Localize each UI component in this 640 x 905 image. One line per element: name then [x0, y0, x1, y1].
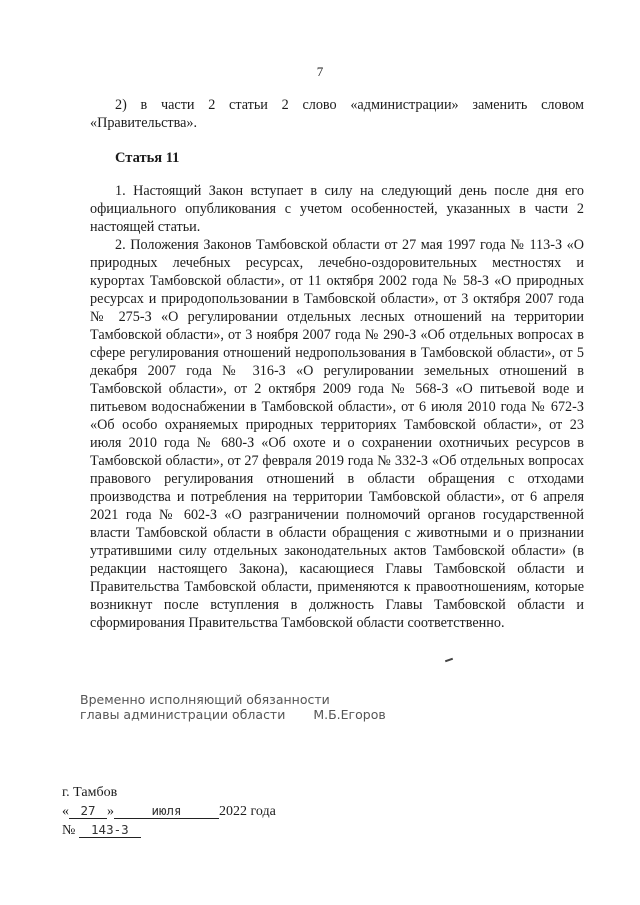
article-paragraph-1: 1. Настоящий Закон вступает в силу на следующий день после дня его официального опубликования с учетом особенностей, указанных в части 2 настоящей статьи. — [90, 183, 584, 235]
date-quote-close: » — [107, 804, 114, 819]
article-paragraph-2: 2. Положения Законов Тамбовской области от 27 мая 1997 года № 113-З «О природных лечебных ресурсах, лечебно-оздоровительных местностях и курортах Тамбовской области», от 11 октября 2002 года № 58-З «О природных ресурсах и природопользовании в Тамбовской области», от 3 октября 2007 года № 275-З «О регулировании отдельных лесных отношений на территории Тамбовской области», от 3 ноября 2007 года № 290-З «Об отдельных вопросах в сфере регулирования отношений недропользования в Тамбовской области», от 5 декабря 2007 года № 316-З «О регулировании земельных отношений в Тамбовской области», от 2 октября 2009 года № 568-З «О питьевой воде и питьевом водоснабжении в Тамбовской области», от 6 июля 2010 года № 672-З «Об особо охраняемых природных территориях Тамбовской области», от 23 июля 2010 года № 680-З «Об охоте и о сохранении охотничьих ресурсов в Тамбовской области», от 27 февраля 2019 года № 332-З «Об отдельных вопросах правового регулирования отношений в области обращения с отходами производства и потребления на территории Тамбовской области», от 6 апреля 2021 года № 602-З «О разграничении полномочий органов государственной власти Тамбовской области в области обращения с животными и о признании утратившими силу отдельных законодательных актов Тамбовской области» (в редакции настоящего Закона), касающиеся Главы Тамбовской области и Правительства Тамбовской области, применяются к правоотношениям, которые возникнут после вступления в должность Главы Тамбовской области и сформирования Правительства Тамбовской области соответственно. — [90, 237, 584, 631]
signature-block — [80, 692, 386, 722]
signature-title-line-2 — [80, 707, 386, 722]
page-number: 7 — [316, 64, 324, 79]
amendment-line-2: «Правительства». — [90, 115, 198, 131]
amendment-line-1: 2) в части 2 статьи 2 слово «администрации» заменить словом — [115, 97, 584, 113]
law-number-line — [62, 821, 276, 840]
signature-title-line-1: Временно исполняющий обязанности — [80, 692, 330, 707]
article-heading: Статья 11 — [115, 150, 180, 166]
date-year: 2022 года — [219, 804, 276, 819]
city: г. Тамбов — [62, 785, 118, 800]
law-number-prefix: № — [62, 823, 76, 838]
article-body — [90, 182, 584, 632]
signature-title-text: главы администрации области — [80, 707, 286, 722]
date-quote-open: « — [62, 804, 69, 819]
amendment-item — [90, 96, 584, 132]
document-footer — [62, 783, 276, 840]
scratch-mark — [445, 658, 453, 663]
date-day: 27 — [69, 804, 107, 819]
date-line — [62, 802, 276, 821]
signatory-name: М.Б.Егоров — [313, 707, 386, 722]
date-month: июля — [114, 804, 219, 819]
law-number: 143-З — [79, 823, 141, 838]
